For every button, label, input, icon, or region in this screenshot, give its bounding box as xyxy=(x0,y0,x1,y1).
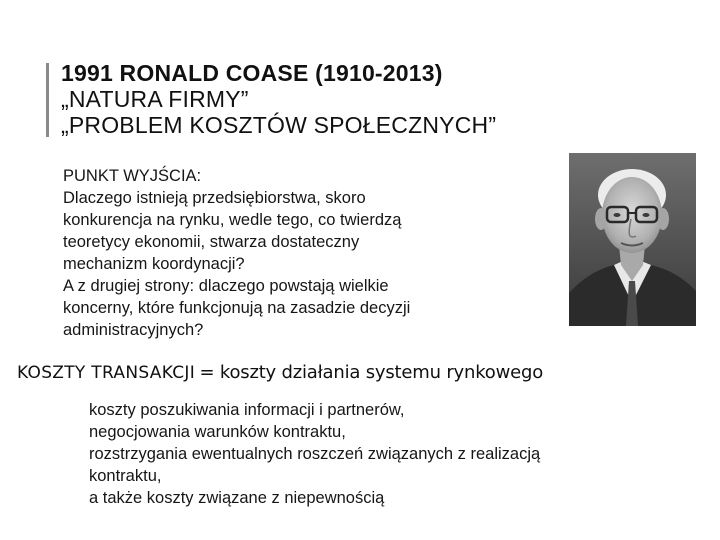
intro-line: A z drugiej strony: dlaczego powstają wielkie xyxy=(63,277,389,295)
list-item: kontraktu, xyxy=(89,467,162,485)
portrait-photo xyxy=(569,153,696,326)
intro-text xyxy=(63,165,503,341)
intro-line: konkurencja na rynku, wedle tego, co twierdzą xyxy=(63,211,402,229)
title-accent-bar xyxy=(46,63,49,137)
intro-line: koncerny, które funkcjonują na zasadzie decyzji xyxy=(63,299,411,317)
intro-line: administracyjnych? xyxy=(63,321,204,339)
list-item: negocjowania warunków kontraktu, xyxy=(89,423,346,441)
title-line-1: 1991 RONALD COASE (1910-2013) xyxy=(61,60,443,86)
title-line-3: „PROBLEM KOSZTÓW SPOŁECZNYCH” xyxy=(61,112,497,138)
intro-line: PUNKT WYJŚCIA: xyxy=(63,167,202,185)
list-item: a także koszty związane z niepewnością xyxy=(89,489,385,507)
list-item: rozstrzygania ewentualnych roszczeń związanych z realizacją xyxy=(89,445,541,463)
transaction-costs-term: KOSZTY TRANSAKCJI xyxy=(17,363,196,383)
intro-line: mechanizm koordynacji? xyxy=(63,255,245,273)
list-item: koszty poszukiwania informacji i partnerów, xyxy=(89,401,405,419)
title-line-2: „NATURA FIRMY” xyxy=(61,86,249,112)
intro-line: Dlaczego istnieją przedsiębiorstwa, skoro xyxy=(63,189,366,207)
slide-title xyxy=(61,60,661,138)
transaction-costs-meaning: = koszty działania systemu rynkowego xyxy=(199,362,544,383)
intro-line: teoretycy ekonomii, stwarza dostateczny xyxy=(63,233,360,251)
transaction-costs-definition xyxy=(17,362,717,383)
transaction-costs-list xyxy=(89,399,689,509)
portrait-icon xyxy=(569,153,696,326)
